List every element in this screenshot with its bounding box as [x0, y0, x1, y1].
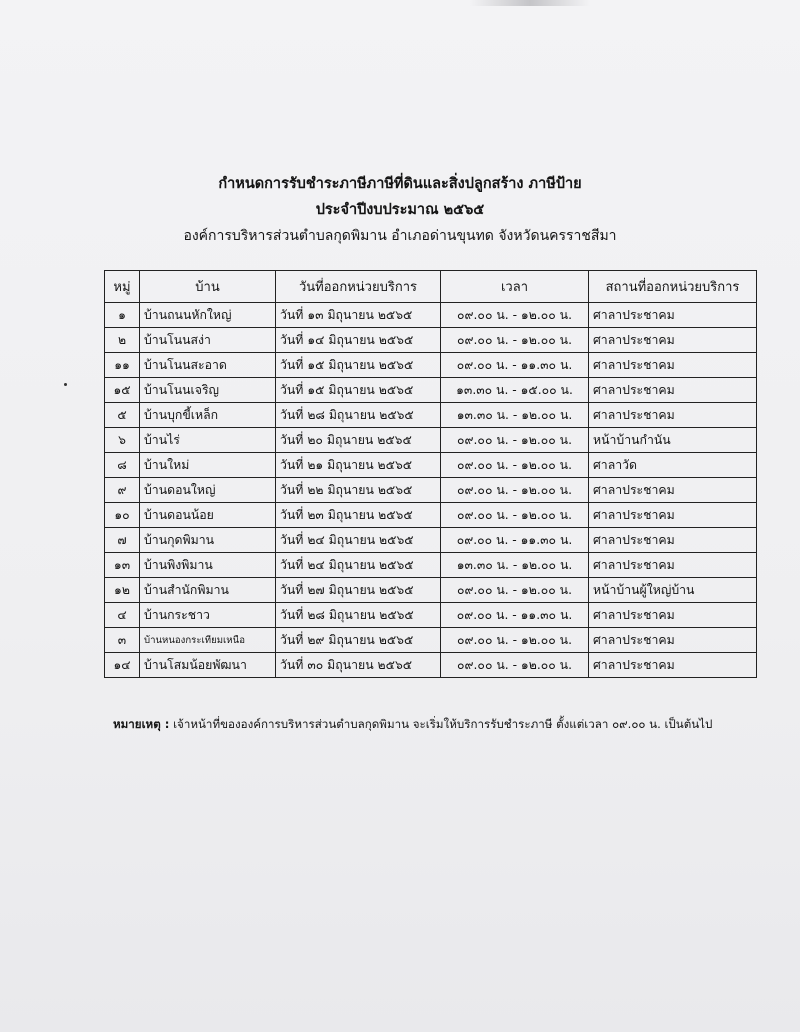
- row-place: ศาลาประชาคม: [589, 653, 757, 678]
- row-moo: ๔: [105, 603, 140, 628]
- row-time: ๐๙.๐๐ น. - ๑๒.๐๐ น.: [441, 303, 589, 328]
- row-moo: ๖: [105, 428, 140, 453]
- row-place: ศาลาประชาคม: [589, 328, 757, 353]
- table-row: [105, 403, 757, 428]
- row-village: บ้านดอนใหญ่: [140, 478, 276, 503]
- table-row: [105, 453, 757, 478]
- row-village: บ้านโสมน้อยพัฒนา: [140, 653, 276, 678]
- table-row: [105, 378, 757, 403]
- row-date: วันที่ ๑๓ มิถุนายน ๒๕๖๕: [276, 303, 441, 328]
- row-village: บ้านโนนสะอาด: [140, 353, 276, 378]
- footnote-label: หมายเหตุ :: [113, 717, 170, 731]
- row-time: ๐๙.๐๐ น. - ๑๒.๐๐ น.: [441, 653, 589, 678]
- table-row: [105, 528, 757, 553]
- row-place: ศาลาประชาคม: [589, 378, 757, 403]
- row-moo: ๑๐: [105, 503, 140, 528]
- row-village: บ้านโนนเจริญ: [140, 378, 276, 403]
- row-village: บ้านไร่: [140, 428, 276, 453]
- row-date: วันที่ ๒๑ มิถุนายน ๒๕๖๕: [276, 453, 441, 478]
- footnote: [113, 716, 793, 734]
- row-date: วันที่ ๒๗ มิถุนายน ๒๕๖๕: [276, 578, 441, 603]
- row-date: วันที่ ๓๐ มิถุนายน ๒๕๖๕: [276, 653, 441, 678]
- row-village: บ้านกระชาว: [140, 603, 276, 628]
- header-service-place: สถานที่ออกหน่วยบริการ: [589, 271, 757, 303]
- row-moo: ๑๕: [105, 378, 140, 403]
- row-place: ศาลาประชาคม: [589, 353, 757, 378]
- row-date: วันที่ ๒๓ มิถุนายน ๒๕๖๕: [276, 503, 441, 528]
- row-moo: ๑: [105, 303, 140, 328]
- row-place: ศาลาประชาคม: [589, 503, 757, 528]
- row-time: ๐๙.๐๐ น. - ๑๒.๐๐ น.: [441, 328, 589, 353]
- row-place: ศาลาประชาคม: [589, 553, 757, 578]
- ink-speck: [64, 383, 67, 386]
- table-row: [105, 328, 757, 353]
- table-row: [105, 503, 757, 528]
- row-moo: ๕: [105, 403, 140, 428]
- table-row: [105, 428, 757, 453]
- row-village: บ้านพิงพิมาน: [140, 553, 276, 578]
- row-place: ศาลาประชาคม: [589, 303, 757, 328]
- row-moo: ๑๔: [105, 653, 140, 678]
- row-time: ๐๙.๐๐ น. - ๑๒.๐๐ น.: [441, 628, 589, 653]
- table-row: [105, 653, 757, 678]
- row-moo: ๙: [105, 478, 140, 503]
- row-time: ๐๙.๐๐ น. - ๑๒.๐๐ น.: [441, 503, 589, 528]
- row-village: บ้านบุกขี้เหล็ก: [140, 403, 276, 428]
- document-title: กำหนดการรับชำระภาษีภาษีที่ดินและสิ่งปลูกสร้าง ภาษีป้าย: [218, 176, 582, 192]
- table-row: [105, 553, 757, 578]
- row-date: วันที่ ๑๔ มิถุนายน ๒๕๖๕: [276, 328, 441, 353]
- row-moo: ๒: [105, 328, 140, 353]
- row-time: ๐๙.๐๐ น. - ๑๑.๓๐ น.: [441, 603, 589, 628]
- row-date: วันที่ ๒๔ มิถุนายน ๒๕๖๕: [276, 553, 441, 578]
- row-date: วันที่ ๑๕ มิถุนายน ๒๕๖๕: [276, 353, 441, 378]
- row-time: ๐๙.๐๐ น. - ๑๒.๐๐ น.: [441, 428, 589, 453]
- row-moo: ๑๓: [105, 553, 140, 578]
- row-time: ๐๙.๐๐ น. - ๑๒.๐๐ น.: [441, 453, 589, 478]
- row-time: ๐๙.๐๐ น. - ๑๑.๓๐ น.: [441, 528, 589, 553]
- table-row: [105, 628, 757, 653]
- header-moo: หมู่: [105, 271, 140, 303]
- table-row: [105, 353, 757, 378]
- row-date: วันที่ ๒๔ มิถุนายน ๒๕๖๕: [276, 528, 441, 553]
- row-date: วันที่ ๒๒ มิถุนายน ๒๕๖๕: [276, 478, 441, 503]
- row-time: ๐๙.๐๐ น. - ๑๒.๐๐ น.: [441, 478, 589, 503]
- document-subtitle-organization: องค์การบริหารส่วนตำบลกุดพิมาน อำเภอด่านขุนทด จังหวัดนครราชสีมา: [183, 228, 617, 244]
- row-place: หน้าบ้านกำนัน: [589, 428, 757, 453]
- header-service-date: วันที่ออกหน่วยบริการ: [276, 271, 441, 303]
- row-place: ศาลาประชาคม: [589, 478, 757, 503]
- row-place: ศาลาประชาคม: [589, 528, 757, 553]
- row-place: หน้าบ้านผู้ใหญ่บ้าน: [589, 578, 757, 603]
- row-date: วันที่ ๑๕ มิถุนายน ๒๕๖๕: [276, 378, 441, 403]
- table-row: [105, 478, 757, 503]
- row-moo: ๗: [105, 528, 140, 553]
- table-body: [105, 303, 757, 678]
- row-village: บ้านกุดพิมาน: [140, 528, 276, 553]
- row-moo: ๓: [105, 628, 140, 653]
- row-place: ศาลาประชาคม: [589, 403, 757, 428]
- row-date: วันที่ ๒๘ มิถุนายน ๒๕๖๕: [276, 403, 441, 428]
- paper-edge-shadow: [470, 0, 590, 6]
- schedule-table: [104, 270, 757, 678]
- row-village: บ้านใหม่: [140, 453, 276, 478]
- document-subtitle-year: ประจำปีงบประมาณ ๒๕๖๕: [315, 202, 485, 218]
- row-time: ๑๓.๓๐ น. - ๑๕.๐๐ น.: [441, 378, 589, 403]
- row-village: บ้านสำนักพิมาน: [140, 578, 276, 603]
- row-time: ๐๙.๐๐ น. - ๑๒.๐๐ น.: [441, 578, 589, 603]
- row-village: บ้านถนนหักใหญ่: [140, 303, 276, 328]
- table-row: [105, 303, 757, 328]
- row-village: บ้านหนองกระเทียมเหนือ: [140, 628, 276, 653]
- row-date: วันที่ ๒๐ มิถุนายน ๒๕๖๕: [276, 428, 441, 453]
- row-date: วันที่ ๒๙ มิถุนายน ๒๕๖๕: [276, 628, 441, 653]
- table-row: [105, 578, 757, 603]
- table-header-row: [105, 271, 757, 303]
- header-time: เวลา: [441, 271, 589, 303]
- row-village: บ้านโนนสง่า: [140, 328, 276, 353]
- footnote-text: เจ้าหน้าที่ขององค์การบริหารส่วนตำบลกุดพิมาน จะเริ่มให้บริการรับชำระภาษี ตั้งแต่เวลา ๐๙.๐๐ น. เป็นต้นไป: [173, 717, 713, 731]
- row-moo: ๑๒: [105, 578, 140, 603]
- row-moo: ๘: [105, 453, 140, 478]
- row-moo: ๑๑: [105, 353, 140, 378]
- row-place: ศาลาประชาคม: [589, 603, 757, 628]
- row-place: ศาลาวัด: [589, 453, 757, 478]
- table-row: [105, 603, 757, 628]
- row-date: วันที่ ๒๘ มิถุนายน ๒๕๖๕: [276, 603, 441, 628]
- row-time: ๑๓.๓๐ น. - ๑๒.๐๐ น.: [441, 553, 589, 578]
- row-time: ๐๙.๐๐ น. - ๑๑.๓๐ น.: [441, 353, 589, 378]
- header-village: บ้าน: [140, 271, 276, 303]
- row-time: ๑๓.๓๐ น. - ๑๒.๐๐ น.: [441, 403, 589, 428]
- row-place: ศาลาประชาคม: [589, 628, 757, 653]
- row-village: บ้านดอนน้อย: [140, 503, 276, 528]
